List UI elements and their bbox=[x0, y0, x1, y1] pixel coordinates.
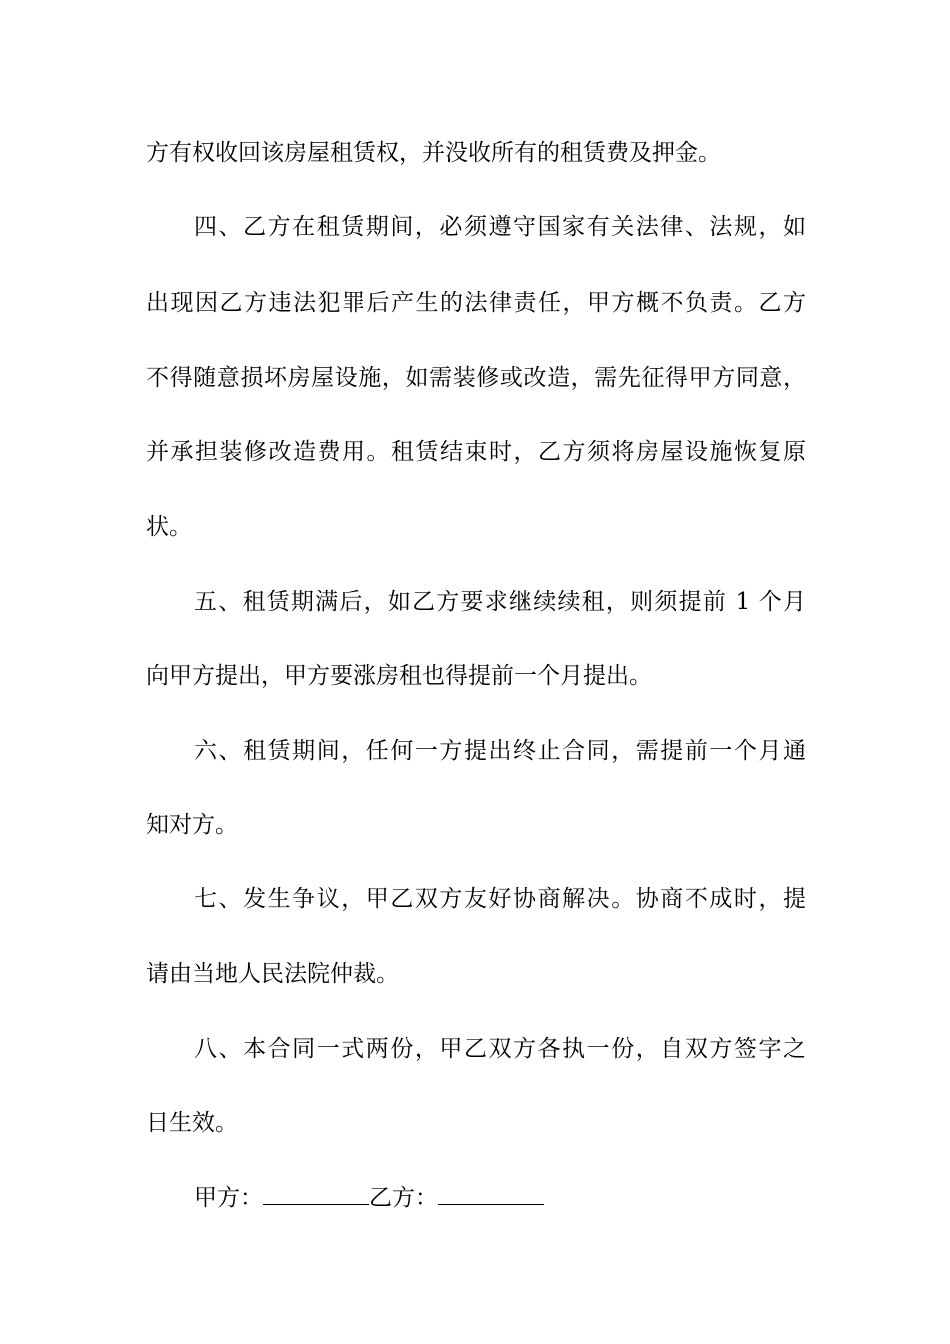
clause-four-line-2: 出现因乙方违法犯罪后产生的法律责任，甲方概不负责。乙方 bbox=[146, 290, 806, 316]
clause-six-line-2: 知对方。 bbox=[146, 812, 238, 838]
party-a-label: 甲方： bbox=[194, 1185, 263, 1211]
party-b-signature-blank bbox=[438, 1178, 544, 1205]
party-a-signature-blank bbox=[263, 1178, 369, 1205]
clause-eight-line-1: 八、本合同一式两份，甲乙双方各执一份，自双方签字之 bbox=[194, 1036, 806, 1062]
party-b-label: 乙方： bbox=[369, 1185, 438, 1211]
clause-four-line-1: 四、乙方在租赁期间，必须遵守国家有关法律、法规，如 bbox=[194, 214, 806, 240]
clause-five-line-2: 向甲方提出，甲方要涨房租也得提前一个月提出。 bbox=[146, 663, 652, 689]
signature-line bbox=[194, 1178, 544, 1218]
clause-four-line-4: 并承担装修改造费用。租赁结束时，乙方须将房屋设施恢复原 bbox=[146, 439, 806, 465]
clause-seven-line-2: 请由当地人民法院仲裁。 bbox=[146, 961, 399, 987]
clause-seven-line-1: 七、发生争议，甲乙双方友好协商解决。协商不成时，提 bbox=[194, 886, 806, 912]
clause-five-line-1: 五、租赁期满后，如乙方要求继续续租，则须提前 1 个月 bbox=[194, 589, 806, 615]
clause-four-line-3: 不得随意损坏房屋设施，如需装修或改造，需先征得甲方同意， bbox=[146, 365, 806, 391]
clause-eight-line-2: 日生效。 bbox=[146, 1110, 238, 1136]
clause-four-line-5: 状。 bbox=[146, 514, 192, 540]
clause-six-line-1: 六、租赁期间，任何一方提出终止合同，需提前一个月通 bbox=[194, 738, 806, 764]
clause-three-continuation: 方有权收回该房屋租赁权，并没收所有的租赁费及押金。 bbox=[146, 140, 721, 166]
